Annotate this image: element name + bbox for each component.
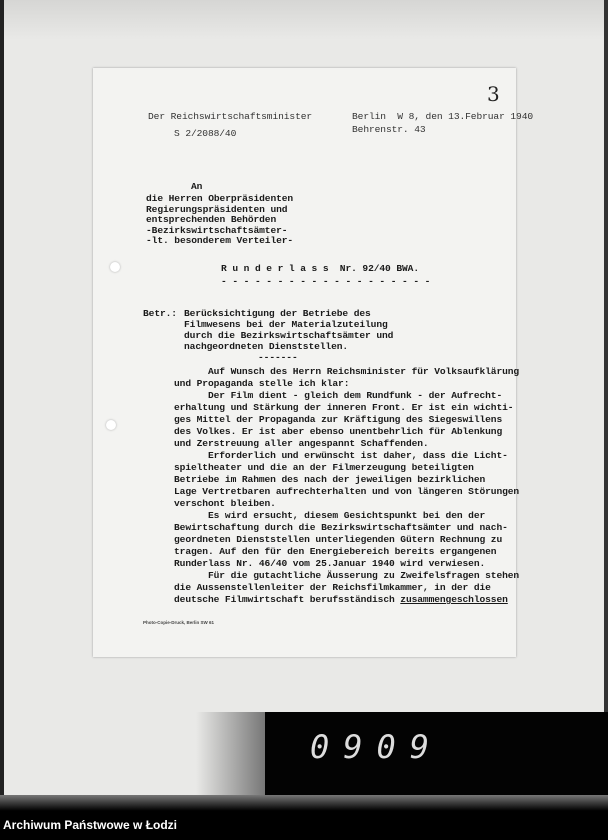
subject-line: Berücksichtigung der Betriebe des [184, 308, 371, 319]
body-line: tragen. Auf den für den Energiebereich bereits ergangenen [174, 546, 497, 557]
recipient-line: die Herren Oberpräsidenten [146, 193, 294, 204]
underlined-text: zusammengeschlossen [400, 594, 508, 605]
title-underline: - - - - - - - - - - - - - - - - - - - [221, 276, 431, 287]
scan-top-edge [0, 0, 608, 40]
subject-label: Betr.: [143, 308, 177, 319]
archive-label: Archiwum Państwowe w Łodzi [3, 818, 178, 832]
body-line: Bewirtschaftung durch die Bezirkswirtschaftsämter und nach- [174, 522, 508, 533]
to-label: An [191, 181, 203, 192]
body-line: verschont bleiben. [174, 498, 276, 509]
subject-underline: ------- [258, 352, 298, 363]
recipient-line: -lt. besonderem Verteiler- [146, 235, 294, 246]
scan-right-edge [604, 0, 608, 720]
body-line: Erforderlich und erwünscht ist daher, dass die Licht- [174, 450, 508, 461]
body-line: Für die gutachtliche Äusserung zu Zweifelsfragen stehen [174, 570, 520, 581]
recipient-line: -Bezirkswirtschaftsämter- [146, 224, 288, 236]
body-line: Runderlass Nr. 46/40 vom 25.Januar 1940 wird verwiesen. [174, 558, 486, 569]
body-line: Der Film dient - gleich dem Rundfunk - der Aufrecht- [174, 390, 503, 401]
scanner-shadow [196, 712, 265, 805]
body-text-span: deutsche Filmwirtschaft berufsständisch [174, 594, 401, 605]
frame-counter: 0909 [310, 728, 444, 766]
punch-hole [106, 420, 116, 430]
body-line: und Propaganda stelle ich klar: [174, 378, 350, 389]
subject-line: Filmwesens bei der Materialzuteilung [184, 319, 388, 330]
body-line-last [174, 594, 519, 606]
body-line: Betriebe im Rahmen des nach der jeweiligen bezirklichen [174, 474, 486, 485]
body-text [174, 366, 519, 606]
page-number: 3 [487, 82, 500, 106]
address-street: Behrenstr. 43 [352, 124, 426, 135]
place-date: Berlin W 8, den 13.Februar 1940 [352, 111, 534, 122]
subject-line: nachgeordneten Dienststellen. [184, 341, 349, 352]
printer-note: Photo-Copie-Druck, Berlin SW 61 [143, 620, 215, 625]
body-line: spieltheater und die an der Filmerzeugung beteiligten [174, 462, 474, 473]
body-line: Auf Wunsch des Herrn Reichsminister für Volksaufklärung [174, 366, 520, 377]
body-line: die Aussenstellenleiter der Reichsfilmkammer, in der die [174, 582, 491, 593]
subject-line: durch die Bezirkswirtschaftsämter und [184, 330, 394, 341]
scan-left-edge [0, 0, 4, 805]
recipient-line: entsprechenden Behörden [146, 214, 277, 225]
sender: Der Reichswirtschaftsminister [148, 111, 313, 122]
body-line: und Zerstreuung aller angespannt Schaffenden. [174, 438, 429, 449]
body-line: erhaltung und Stärkung der inneren Front. Er ist ein wichti- [174, 402, 514, 413]
body-line: ges Mittel der Propaganda zur Kräftigung des Siegeswillens [174, 414, 503, 425]
reference-number: S 2/2088/40 [174, 128, 237, 139]
body-line: Es wird ersucht, diesem Gesichtspunkt bei den der [174, 510, 486, 521]
body-line: Lage Vertretbaren aufrechterhalten und von längeren Störungen [174, 486, 520, 497]
body-line: geordneten Dienststellen unterliegenden Gütern Rechnung zu [174, 534, 503, 545]
recipient-line: Regierungspräsidenten und [146, 203, 288, 215]
punch-hole [110, 262, 120, 272]
body-line: des Volkes. Er ist aber ebenso unentbehrlich für Ablenkung [174, 426, 503, 437]
document-title: R u n d e r l a s s Nr. 92/40 BWA. [221, 263, 420, 274]
